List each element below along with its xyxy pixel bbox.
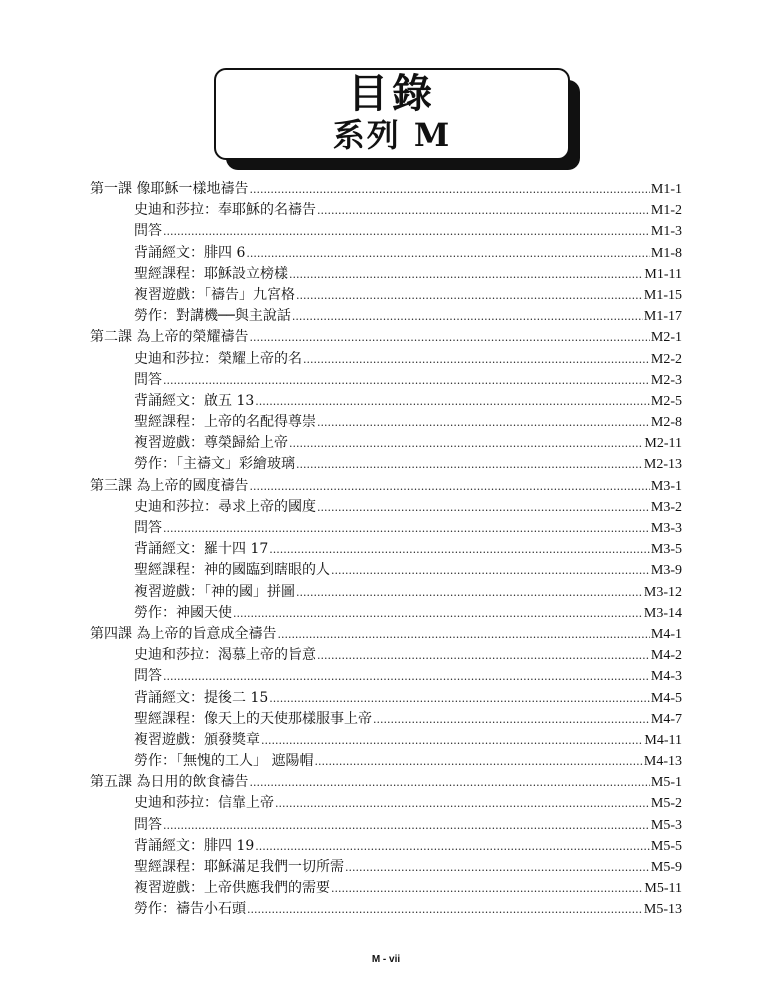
toc-leader-dots <box>249 327 649 348</box>
toc-entry-title: 複習遊戲：上帝供應我們的需要 <box>134 880 330 897</box>
toc-leader-dots <box>289 433 643 454</box>
toc-leader-dots <box>261 730 643 751</box>
toc-page-number: M2-11 <box>644 436 682 452</box>
toc-lesson-row <box>90 476 682 497</box>
toc-leader-dots <box>275 793 650 814</box>
toc-entry-title: 背誦經文：啟五 13 <box>134 392 255 409</box>
toc-lesson-row <box>90 772 682 793</box>
toc-leader-dots <box>255 391 650 412</box>
toc-entry-row <box>90 709 682 730</box>
toc-entry-title: 勞作：「主禱文」彩繪玻璃 <box>134 456 295 473</box>
toc-entry-title: 聖經課程：上帝的名配得尊崇 <box>134 414 316 431</box>
toc-entry-row <box>90 200 682 221</box>
toc-lesson-title: 第一課 像耶穌一樣地禱告 <box>90 181 249 197</box>
toc-page-number: M1-1 <box>650 182 682 197</box>
toc-page-number: M5-5 <box>650 838 682 854</box>
toc-page-number: M5-13 <box>643 902 682 918</box>
toc-entry-row <box>90 582 682 603</box>
toc-leader-dots <box>345 857 650 878</box>
toc-entry-title: 勞作：神國天使 <box>134 604 232 621</box>
toc-page-number: M4-3 <box>650 669 682 685</box>
toc-leader-dots <box>163 666 650 687</box>
toc-page-number: M3-9 <box>650 563 682 579</box>
toc-entry-title: 複習遊戲：「禱告」九宮格 <box>134 286 295 303</box>
toc-entry-title: 史迪和莎拉：奉耶穌的名禱告 <box>134 202 316 219</box>
toc-entry-title: 勞作：禱告小石頭 <box>134 901 246 918</box>
toc-entry-row <box>90 815 682 836</box>
toc-leader-dots <box>373 709 650 730</box>
toc-lesson-title: 第四課 為上帝的旨意成全禱告 <box>90 625 277 642</box>
toc-leader-dots <box>247 899 643 920</box>
toc-entry-title: 背誦經文：腓四 6 <box>134 244 246 261</box>
toc-page-number: M4-11 <box>644 732 682 748</box>
toc-entry-title: 複習遊戲：頒發獎章 <box>134 731 260 748</box>
toc-page-number: M2-3 <box>650 372 682 388</box>
toc-page-number: M3-1 <box>650 478 682 494</box>
toc-page-number: M4-5 <box>650 690 682 706</box>
toc-leader-dots <box>249 772 649 793</box>
toc-entry-title: 史迪和莎拉：渴慕上帝的旨意 <box>134 647 316 664</box>
toc-page-number: M5-9 <box>650 860 682 875</box>
toc-leader-dots <box>163 518 650 539</box>
toc-entry-title: 問答 <box>134 816 162 833</box>
toc-leader-dots <box>246 243 650 264</box>
page-title: 目錄 <box>348 71 436 117</box>
toc-leader-dots <box>317 497 650 518</box>
toc-leader-dots <box>296 285 643 306</box>
page-number: M - vii <box>371 954 401 965</box>
toc-entry-row <box>90 751 682 772</box>
toc-leader-dots <box>296 454 643 475</box>
page-subtitle: 系列 M <box>332 116 452 154</box>
toc-entry-row <box>90 349 682 370</box>
toc-lesson-title: 第三課 為上帝的國度禱告 <box>90 477 249 494</box>
toc-leader-dots <box>163 221 650 242</box>
toc-page-number: M4-7 <box>650 711 682 727</box>
toc-leader-dots <box>317 200 650 221</box>
toc-entry-row <box>90 539 682 560</box>
toc-page-number: M1-8 <box>650 245 682 261</box>
toc-entry-row <box>90 603 682 624</box>
toc-entry-row <box>90 730 682 751</box>
title-banner <box>214 68 570 160</box>
toc-leader-dots <box>317 645 650 666</box>
toc-page-number: M5-3 <box>650 817 682 833</box>
toc-entry-title: 背誦經文：羅十四 17 <box>134 541 269 558</box>
toc-entry-row <box>90 688 682 709</box>
toc-entry-title: 問答 <box>134 520 162 536</box>
toc-lesson-title: 第二課 為上帝的榮耀禱告 <box>90 329 249 346</box>
toc-page-number: M1-2 <box>650 203 682 219</box>
toc-leader-dots <box>331 878 643 899</box>
table-of-contents <box>90 179 682 921</box>
toc-leader-dots <box>292 306 643 327</box>
toc-leader-dots <box>289 264 643 285</box>
toc-entry-row <box>90 221 682 242</box>
toc-leader-dots <box>277 624 649 645</box>
toc-lesson-title: 第五課 為日用的飲食禱告 <box>90 774 249 791</box>
toc-lesson-row <box>90 624 682 645</box>
toc-lesson-row <box>90 327 682 348</box>
toc-entry-row <box>90 899 682 920</box>
toc-entry-title: 史迪和莎拉：信靠上帝 <box>134 795 274 812</box>
toc-entry-row <box>90 391 682 412</box>
toc-page-number: M3-3 <box>650 521 682 536</box>
toc-leader-dots <box>269 539 650 560</box>
toc-entry-row <box>90 433 682 454</box>
toc-entry-title: 聖經課程：像天上的天使那樣服事上帝 <box>134 710 372 727</box>
toc-leader-dots <box>163 815 650 836</box>
toc-entry-title: 複習遊戲：尊榮歸給上帝 <box>134 435 288 452</box>
toc-entry-title: 問答 <box>134 668 162 685</box>
toc-leader-dots <box>296 582 643 603</box>
toc-entry-row <box>90 560 682 581</box>
toc-leader-dots <box>249 476 649 497</box>
toc-entry-title: 聖經課程：神的國臨到瞎眼的人 <box>134 562 330 579</box>
toc-entry-row <box>90 285 682 306</box>
toc-entry-row <box>90 878 682 899</box>
toc-entry-title: 複習遊戲：「神的國」拼圖 <box>134 583 295 600</box>
toc-entry-title: 問答 <box>134 371 162 388</box>
toc-lesson-row <box>90 179 682 200</box>
toc-entry-row <box>90 370 682 391</box>
toc-leader-dots <box>255 836 650 857</box>
toc-page-number: M3-5 <box>650 542 682 558</box>
toc-page-number: M5-2 <box>650 796 682 812</box>
toc-entry-row <box>90 645 682 666</box>
toc-page-number: M1-11 <box>644 266 682 282</box>
toc-leader-dots <box>314 751 642 772</box>
toc-entry-title: 背誦經文：腓四 19 <box>134 837 255 854</box>
toc-entry-row <box>90 836 682 857</box>
toc-page-number: M5-11 <box>644 881 682 897</box>
toc-leader-dots <box>233 603 643 624</box>
toc-entry-row <box>90 518 682 539</box>
toc-entry-row <box>90 454 682 475</box>
toc-entry-row <box>90 243 682 264</box>
toc-page-number: M2-8 <box>650 415 682 431</box>
toc-entry-title: 史迪和莎拉：尋求上帝的國度 <box>134 498 316 515</box>
toc-entry-row <box>90 264 682 285</box>
toc-entry-title: 聖經課程：耶穌設立榜樣 <box>134 265 288 282</box>
toc-page-number: M5-1 <box>650 775 682 791</box>
toc-entry-title: 聖經課程：耶穌滿足我們一切所需 <box>134 859 344 875</box>
toc-entry-title: 史迪和莎拉：榮耀上帝的名 <box>134 350 302 367</box>
toc-page-number: M3-14 <box>643 605 682 621</box>
toc-entry-row <box>90 306 682 327</box>
toc-leader-dots <box>163 370 650 391</box>
toc-entry-title: 問答 <box>134 223 162 240</box>
toc-page-number: M2-1 <box>650 330 682 346</box>
toc-page-number: M2-5 <box>650 393 682 409</box>
toc-entry-title: 背誦經文：提後二 15 <box>134 689 269 706</box>
toc-leader-dots <box>249 179 649 200</box>
toc-entry-row <box>90 857 682 878</box>
toc-page-number: M3-12 <box>643 584 682 600</box>
toc-entry-title: 勞作：對講機──與主說話 <box>134 308 291 325</box>
title-box <box>214 68 570 160</box>
toc-leader-dots <box>331 560 650 581</box>
toc-page-number: M1-15 <box>643 287 682 303</box>
toc-page-number: M2-2 <box>650 351 682 367</box>
toc-leader-dots <box>269 688 650 709</box>
toc-page-number: M4-2 <box>650 648 682 664</box>
toc-leader-dots <box>303 349 650 370</box>
toc-entry-row <box>90 497 682 518</box>
toc-page-number: M4-1 <box>650 626 682 642</box>
toc-page-number: M2-13 <box>643 457 682 473</box>
toc-page-number: M4-13 <box>643 754 682 770</box>
toc-page-number: M3-2 <box>650 499 682 515</box>
toc-page-number: M1-17 <box>643 309 682 325</box>
toc-entry-row <box>90 666 682 687</box>
toc-entry-row <box>90 412 682 433</box>
toc-entry-row <box>90 793 682 814</box>
toc-leader-dots <box>317 412 650 433</box>
toc-entry-title: 勞作：「無愧的工人」 遮陽帽 <box>134 753 314 770</box>
toc-page-number: M1-3 <box>650 224 682 240</box>
